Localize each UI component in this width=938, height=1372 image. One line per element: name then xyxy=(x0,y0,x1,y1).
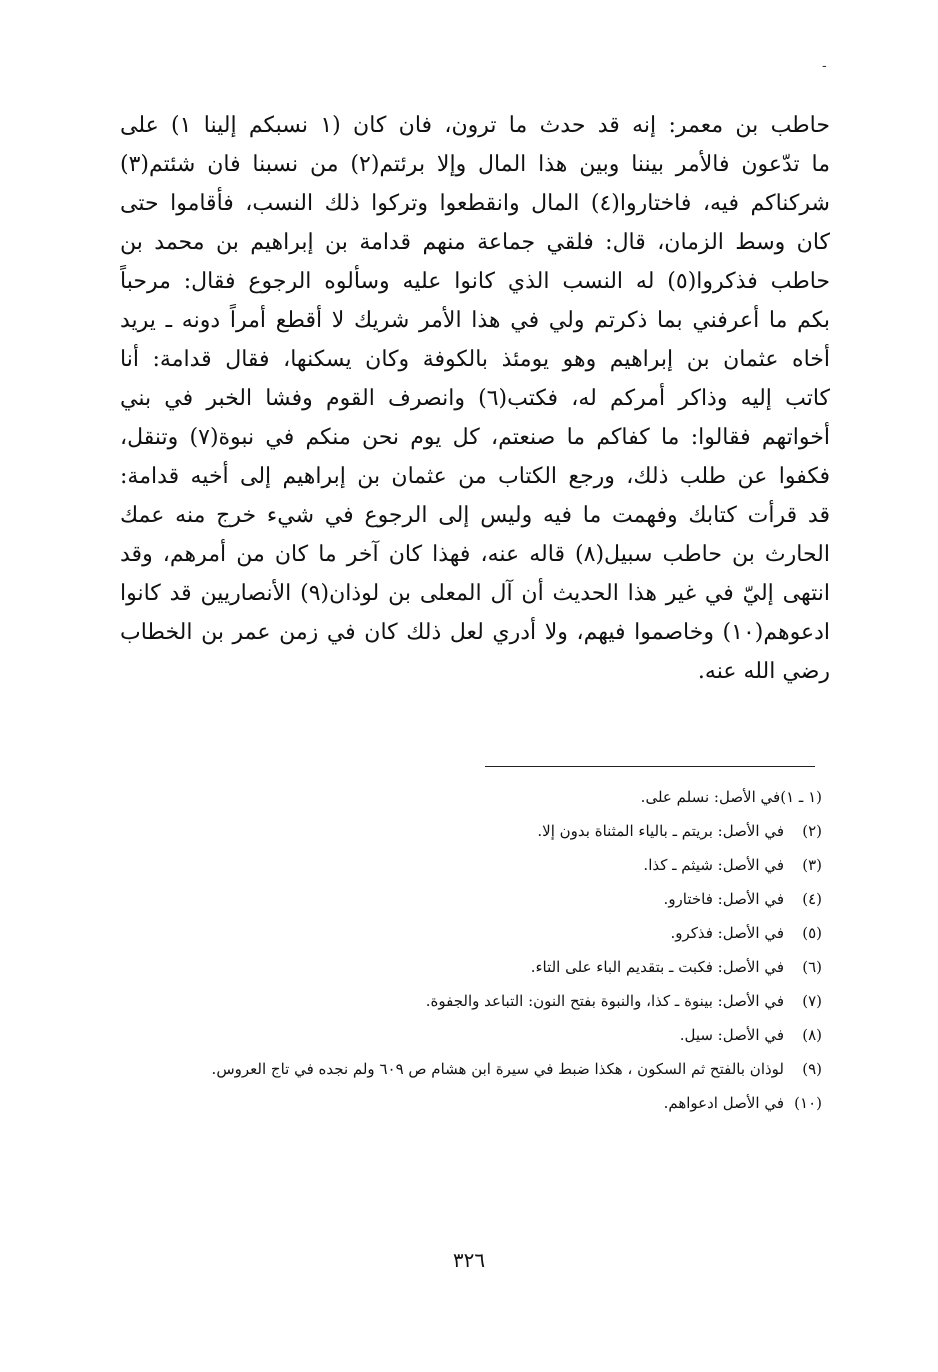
text-line: حاطب فذكروا(٥) له النسب الذي كانوا عليه وسألوه الرجوع فقال: مرحباً xyxy=(120,269,830,294)
footnote xyxy=(110,1058,822,1080)
footnote-text: في الأصل ادعواهم. xyxy=(663,1094,784,1112)
text-line: الحارث بن حاطب سبيل(٨) قاله عنه، فهذا كان آخر ما كان من أمرهم، وقد xyxy=(120,542,830,567)
footnote-number: (١ ـ ١) xyxy=(780,788,822,806)
footnote xyxy=(110,820,822,842)
footnote-number: (٥) xyxy=(802,924,822,942)
text-line: شركناكم فيه، فاختاروا(٤) المال وانقطعوا وتركوا ذلك النسب، فأقاموا حتى xyxy=(120,191,830,216)
footnote-text: في الأصل: فاختارو. xyxy=(663,890,784,908)
footnote xyxy=(110,956,822,978)
footnote-number: (٢) xyxy=(802,822,822,840)
footnote-text: في الأصل: شيثم ـ كذا. xyxy=(643,856,784,874)
corner-mark: - xyxy=(822,58,827,74)
footnote-text: لوذان بالفتح ثم السكون ، هكذا ضبط في سيرة ابن هشام ص ٦٠٩ ولم نجده في تاج العروس. xyxy=(211,1060,784,1078)
footnote-text: في الأصل: فكبت ـ بتقديم الباء على التاء. xyxy=(530,958,784,976)
text-line: كاتب إليه وذاكر أمركم له، فكتب(٦) وانصرف القوم وفشا الخبر في بني xyxy=(120,386,830,411)
text-line: فكفوا عن طلب ذلك، ورجع الكتاب من عثمان بن إبراهيم إلى أخيه قدامة: xyxy=(120,464,830,489)
footnote xyxy=(110,990,822,1012)
text-line: انتهى إليّ في غير هذا الحديث أن آل المعلى بن لوذان(٩) الأنصاريين قد كانوا xyxy=(120,581,830,606)
footnote-number: (٩) xyxy=(802,1060,822,1078)
footnote-text: في الأصل: فذكرو. xyxy=(670,924,784,942)
footnote xyxy=(110,1092,822,1114)
footnote xyxy=(110,888,822,910)
text-line: أخواتهم فقالوا: ما كفاكم ما صنعتم، كل يوم نحن منكم في نبوة(٧) وتنقل، xyxy=(120,425,830,450)
footnote xyxy=(110,922,822,944)
footnote xyxy=(110,1024,822,1046)
footnote-text: في الأصل: نسلم على. xyxy=(640,788,781,806)
footnotes xyxy=(110,786,822,1126)
text-line: ما تدّعون فالأمر بيننا وبين هذا المال وإلا برئتم(٢) من نسبنا فان شئتم(٣) xyxy=(120,152,830,177)
footnote-text: في الأصل: سيل. xyxy=(679,1026,784,1044)
footnote-text: في الأصل: بينوة ـ كذا، والنبوة بفتح النون: التباعد والجفوة. xyxy=(425,992,784,1010)
footnote xyxy=(110,786,822,808)
text-line: قد قرأت كتابك وفهمت ما فيه وليس إلى الرجوع في شيء خرج منه عمك xyxy=(120,503,830,528)
footnote-divider xyxy=(485,766,815,767)
footnote-number: (٦) xyxy=(802,958,822,976)
main-text xyxy=(120,106,830,691)
footnote-number: (٣) xyxy=(802,856,822,874)
footnote-number: (٧) xyxy=(802,992,822,1010)
page-number: ٣٢٦ xyxy=(452,1248,486,1272)
footnote-number: (١٠) xyxy=(794,1094,822,1112)
footnote-text: في الأصل: بريتم ـ بالياء المثناة بدون إلا. xyxy=(537,822,784,840)
text-line: رضي الله عنه. xyxy=(697,659,830,684)
text-line: ادعوهم(١٠) وخاصموا فيهم، ولا أدري لعل ذلك كان في زمن عمر بن الخطاب xyxy=(120,620,830,645)
text-line: كان وسط الزمان، قال: فلقي جماعة منهم قدامة بن إبراهيم بن محمد بن xyxy=(120,230,830,255)
footnote-number: (٤) xyxy=(802,890,822,908)
text-line: أخاه عثمان بن إبراهيم وهو يومئذ بالكوفة وكان يسكنها، فقال قدامة: أنا xyxy=(120,347,830,372)
text-line: حاطب بن معمر: إنه قد حدث ما ترون، فان كان (١ نسبكم إلينا ١) على xyxy=(120,113,830,138)
footnote-number: (٨) xyxy=(802,1026,822,1044)
footnote xyxy=(110,854,822,876)
text-line: بكم ما أعرفني بما ذكرتم ولي في هذا الأمر شريك لا أقطع أمراً دونه ـ يريد xyxy=(120,308,830,333)
